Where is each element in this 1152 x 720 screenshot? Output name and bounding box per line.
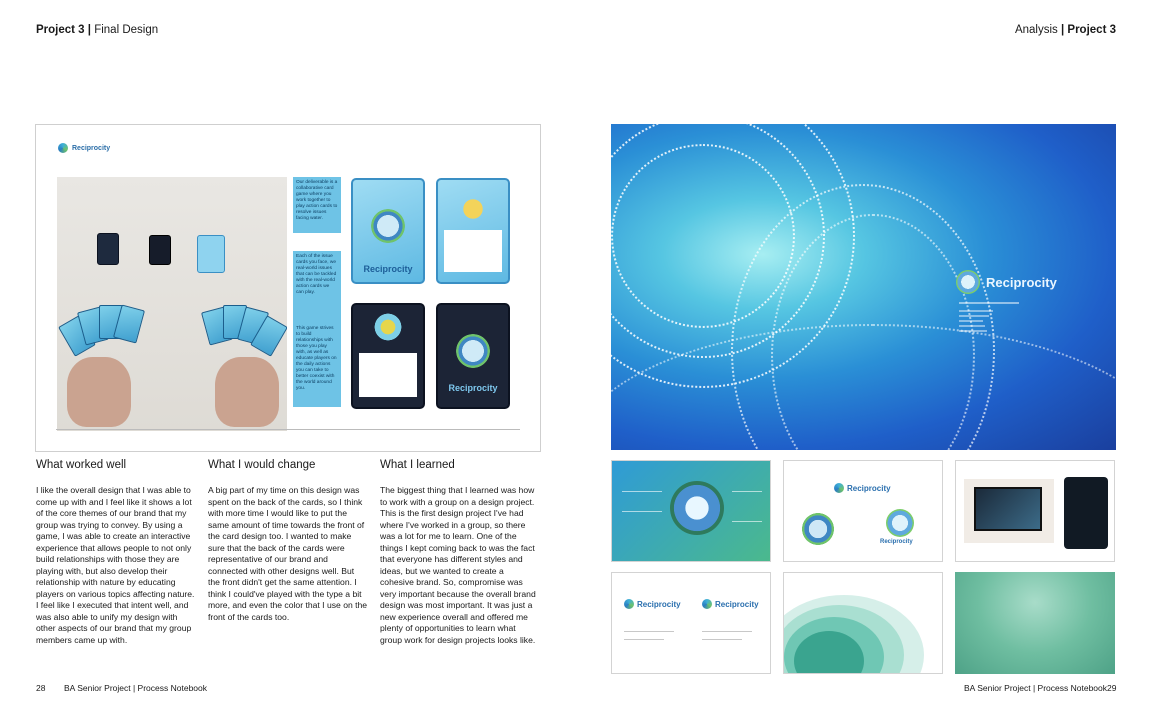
mockup-footer-rule	[56, 429, 520, 430]
right-page-number: 29	[1107, 683, 1117, 693]
photo-card-light	[197, 235, 225, 273]
right-header-section: Analysis	[1014, 24, 1061, 36]
card-back-dark: Reciprocity	[436, 303, 510, 409]
mockup-logo: Reciprocity	[58, 143, 110, 153]
description-box-3: This game strives to build relationships with those you play with, as well as educate players on the daily actions you can take to better coexist with the world around you.	[293, 323, 341, 407]
photo-card-back	[97, 233, 119, 265]
col-heading-worked-well: What worked well	[36, 459, 127, 471]
left-header-project: Project 3 |	[36, 24, 91, 36]
reciprocity-poster	[611, 124, 1116, 450]
laptop-icon	[974, 487, 1042, 531]
card-game-mockup-spread	[35, 124, 541, 452]
cards-photo	[57, 177, 287, 431]
left-running-header	[36, 24, 158, 36]
reciprocity-logo-icon	[702, 599, 712, 609]
reciprocity-logo-icon	[834, 483, 844, 493]
thumb-brand-guide: Reciprocity Reciprocity	[611, 572, 771, 674]
thumb-layers-diagram	[783, 572, 943, 674]
col-body-learned: The biggest thing that I learned was how to work with a group on a design project. This is the first design project I've had where I've worked in a group, so there was a lot for me to learn. One of the things I kept coming back to was the fact that everyone has different styles and ideas, but we wanted to create a cohesive brand. So, compromise was very important because the overall brand design was most important. It was just a new experience overall and offered me plenty of opportunities to learn what group work for design projects looks like.	[380, 485, 536, 645]
photo-card-dark	[149, 235, 171, 265]
faucet-icon	[456, 192, 490, 226]
left-footer-text: BA Senior Project | Process Notebook	[64, 683, 208, 693]
emblem-mark-icon	[802, 513, 834, 545]
action-card-front	[351, 303, 425, 409]
reciprocity-emblem-icon	[886, 509, 914, 537]
spiral-icon	[371, 310, 405, 344]
left-page-number: 28	[36, 683, 46, 693]
right-header-project: | Project 3	[1061, 24, 1116, 36]
globe-icon	[670, 481, 724, 535]
reciprocity-emblem-icon	[956, 270, 980, 294]
col-body-would-change: A big part of my time on this design was spent on the back of the cards, so I think with more time I would like to put the same amount of time towards the front of the card design too. I wanted to make sure that the back of the cards were representative of our brand and connected with other designs well. But the front didn't get the same attention. I think I could've played with the type a bit more, and even the color that I use on the front of the cards too.	[208, 485, 368, 622]
thumb-infographic	[611, 460, 771, 562]
description-box-1: Our deliverable is a collaborative card game where you work together to play action cards to resolve issues facing water.	[293, 177, 341, 233]
reciprocity-emblem-icon	[371, 209, 405, 243]
card-text-area	[359, 353, 417, 397]
reciprocity-emblem-icon	[456, 334, 490, 368]
reciprocity-logo-icon	[624, 599, 634, 609]
thumb-gradient	[955, 572, 1115, 674]
poster-fine-print	[959, 300, 1079, 335]
issue-card-front	[436, 178, 510, 284]
reciprocity-logo-icon	[58, 143, 68, 153]
poster-logo: Reciprocity	[956, 270, 1057, 294]
col-body-worked-well: I like the overall design that I was able to come up with and I feel like it shows a lot of the core themes of our brand that my group was trying to convey. By using a game, I was able to create an interactive experience that allows people to not only build relationships with those they are playing with, but also develop their relationship with nature by educating players on various topics affecting nature. I feel like I executed that intent well, and was also able to unify my design with other aspects of our brand that my group members came up with.	[36, 485, 195, 645]
right-hand	[215, 357, 279, 427]
description-box-2: Each of the issue cards you face, we real-world issues that can be tackled with the real-world action cards we can play.	[293, 251, 341, 323]
left-hand	[67, 357, 131, 427]
card-back-light: Reciprocity	[351, 178, 425, 284]
right-running-header	[1015, 24, 1116, 36]
right-footer-text: BA Senior Project | Process Notebook	[964, 683, 1108, 693]
phone-icon	[1064, 477, 1108, 549]
col-heading-learned: What I learned	[380, 459, 455, 471]
thumb-logo-sheet: Reciprocity Reciprocity	[783, 460, 943, 562]
col-heading-would-change: What I would change	[208, 459, 316, 471]
left-header-section: Final Design	[91, 24, 159, 36]
card-text-area	[444, 230, 502, 272]
thumb-devices	[955, 460, 1115, 562]
